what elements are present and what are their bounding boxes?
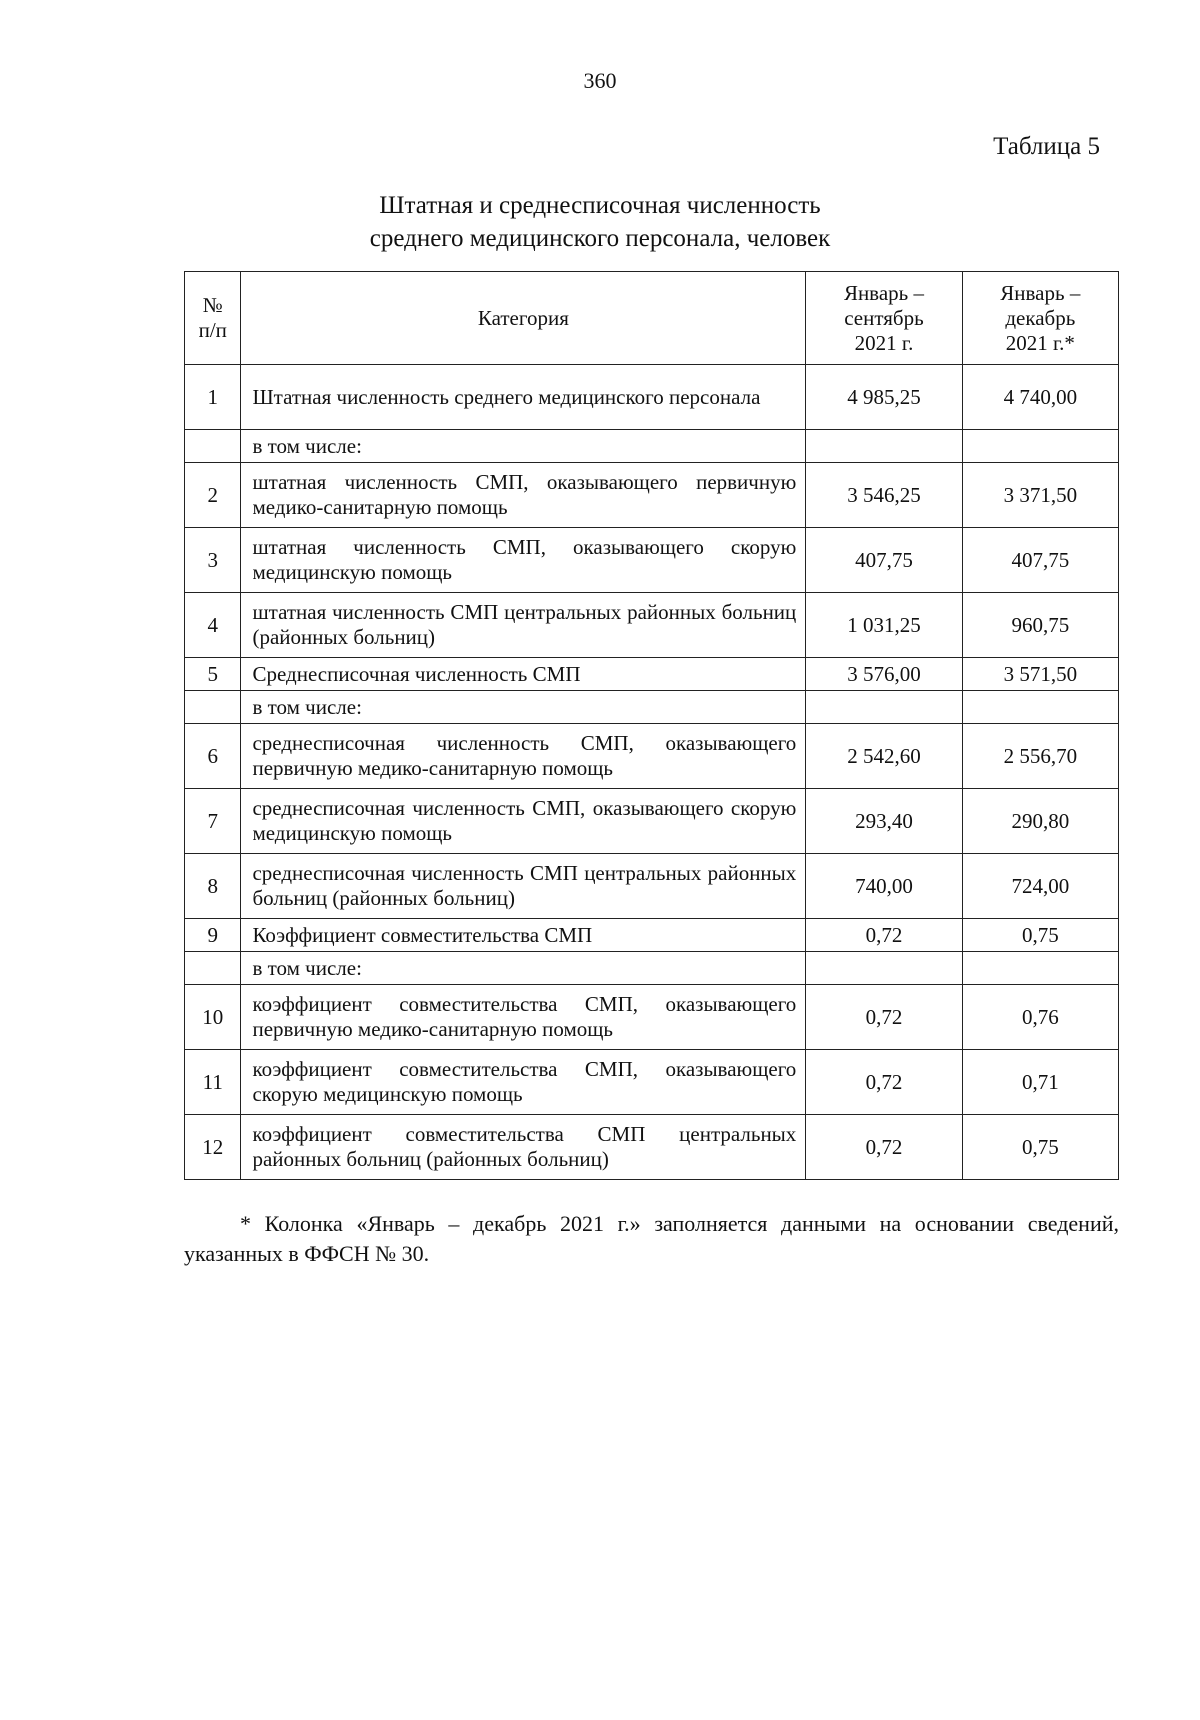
row-category: Штатная численность среднего медицинского персонала: [241, 365, 806, 430]
header-number: [185, 272, 241, 365]
header-col1-line-2: сентябрь: [844, 305, 924, 330]
table-row: [185, 365, 1119, 430]
row-category: Среднесписочная численность СМП: [241, 658, 806, 691]
table-row: [185, 985, 1119, 1050]
row-number: 6: [185, 724, 241, 789]
table-label: Таблица 5: [993, 133, 1100, 160]
row-value-jan-dec: 0,75: [962, 919, 1118, 952]
header-jan-dec-2021: [962, 272, 1118, 365]
header-col1-line-1: Январь –: [843, 280, 924, 305]
table-row: [185, 528, 1119, 593]
header-col2-line-1: Январь –: [1000, 280, 1081, 305]
row-value-jan-dec: 0,75: [962, 1115, 1118, 1180]
table-title: [0, 189, 1200, 255]
row-number: [185, 430, 241, 463]
row-value-jan-sep: 2 542,60: [806, 724, 962, 789]
table-row: [185, 854, 1119, 919]
row-value-jan-dec: 290,80: [962, 789, 1118, 854]
row-value-jan-sep: [806, 691, 962, 724]
row-number: 11: [185, 1050, 241, 1115]
row-category: штатная численность СМП центральных районных больниц (районных больниц): [241, 593, 806, 658]
row-value-jan-dec: 3 571,50: [962, 658, 1118, 691]
row-value-jan-sep: 293,40: [806, 789, 962, 854]
row-category: в том числе:: [241, 691, 806, 724]
row-number: [185, 691, 241, 724]
table-row: [185, 919, 1119, 952]
row-number: 9: [185, 919, 241, 952]
table-title-line-1: Штатная и среднесписочная численность: [379, 192, 821, 219]
table-row: [185, 691, 1119, 724]
row-number: 2: [185, 463, 241, 528]
row-number: 7: [185, 789, 241, 854]
table-row: [185, 593, 1119, 658]
row-category: в том числе:: [241, 430, 806, 463]
row-value-jan-dec: [962, 430, 1118, 463]
row-value-jan-sep: 0,72: [806, 919, 962, 952]
row-number: 4: [185, 593, 241, 658]
row-value-jan-sep: 3 546,25: [806, 463, 962, 528]
table-row: [185, 724, 1119, 789]
row-value-jan-dec: [962, 952, 1118, 985]
row-value-jan-dec: 4 740,00: [962, 365, 1118, 430]
row-value-jan-dec: 407,75: [962, 528, 1118, 593]
row-value-jan-dec: 0,76: [962, 985, 1118, 1050]
table-row: [185, 952, 1119, 985]
row-value-jan-sep: [806, 430, 962, 463]
row-value-jan-dec: 724,00: [962, 854, 1118, 919]
header-col2-line-2: декабрь: [1005, 305, 1076, 330]
table-row: [185, 463, 1119, 528]
row-number: [185, 952, 241, 985]
table-row: [185, 1050, 1119, 1115]
header-col1-line-3: 2021 г.: [854, 330, 914, 355]
row-category: среднесписочная численность СМП центральных районных больниц (районных больниц): [241, 854, 806, 919]
table-title-line-2: среднего медицинского персонала, человек: [369, 225, 831, 252]
header-jan-sep-2021: [806, 272, 962, 365]
table-row: [185, 658, 1119, 691]
row-value-jan-sep: 740,00: [806, 854, 962, 919]
row-value-jan-sep: 3 576,00: [806, 658, 962, 691]
row-category: штатная численность СМП, оказывающего первичную медико-санитарную помощь: [241, 463, 806, 528]
row-value-jan-dec: [962, 691, 1118, 724]
row-category: коэффициент совместительства СМП, оказывающего скорую медицинскую помощь: [241, 1050, 806, 1115]
row-value-jan-sep: 0,72: [806, 1115, 962, 1180]
row-value-jan-sep: [806, 952, 962, 985]
row-category: коэффициент совместительства СМП, оказывающего первичную медико-санитарную помощь: [241, 985, 806, 1050]
row-category: коэффициент совместительства СМП центральных районных больниц (районных больниц): [241, 1115, 806, 1180]
row-value-jan-sep: 407,75: [806, 528, 962, 593]
row-category: Коэффициент совместительства СМП: [241, 919, 806, 952]
row-value-jan-sep: 1 031,25: [806, 593, 962, 658]
row-number: 3: [185, 528, 241, 593]
row-value-jan-dec: 960,75: [962, 593, 1118, 658]
page-number: 360: [583, 68, 617, 93]
header-col2-line-3: 2021 г.*: [1005, 330, 1075, 355]
row-value-jan-dec: 2 556,70: [962, 724, 1118, 789]
row-value-jan-sep: 0,72: [806, 1050, 962, 1115]
table-header-row: [185, 272, 1119, 365]
footnote: * Колонка «Январь – декабрь 2021 г.» заполняется данными на основании сведений, указанных в ФФСН № 30.: [184, 1211, 1119, 1266]
table-row: [185, 789, 1119, 854]
header-category: Категория: [241, 272, 806, 365]
row-value-jan-sep: 4 985,25: [806, 365, 962, 430]
table-row: [185, 1115, 1119, 1180]
row-number: 10: [185, 985, 241, 1050]
row-category: штатная численность СМП, оказывающего скорую медицинскую помощь: [241, 528, 806, 593]
table-row: [185, 430, 1119, 463]
row-number: 12: [185, 1115, 241, 1180]
row-category: среднесписочная численность СМП, оказывающего первичную медико-санитарную помощь: [241, 724, 806, 789]
row-category: в том числе:: [241, 952, 806, 985]
row-number: 5: [185, 658, 241, 691]
header-number-line-1: №: [202, 293, 223, 317]
row-value-jan-dec: 3 371,50: [962, 463, 1118, 528]
row-number: 1: [185, 365, 241, 430]
row-category: среднесписочная численность СМП, оказывающего скорую медицинскую помощь: [241, 789, 806, 854]
header-number-line-2: п/п: [198, 318, 227, 342]
row-value-jan-sep: 0,72: [806, 985, 962, 1050]
staffing-table: [184, 271, 1119, 1180]
row-number: 8: [185, 854, 241, 919]
row-value-jan-dec: 0,71: [962, 1050, 1118, 1115]
